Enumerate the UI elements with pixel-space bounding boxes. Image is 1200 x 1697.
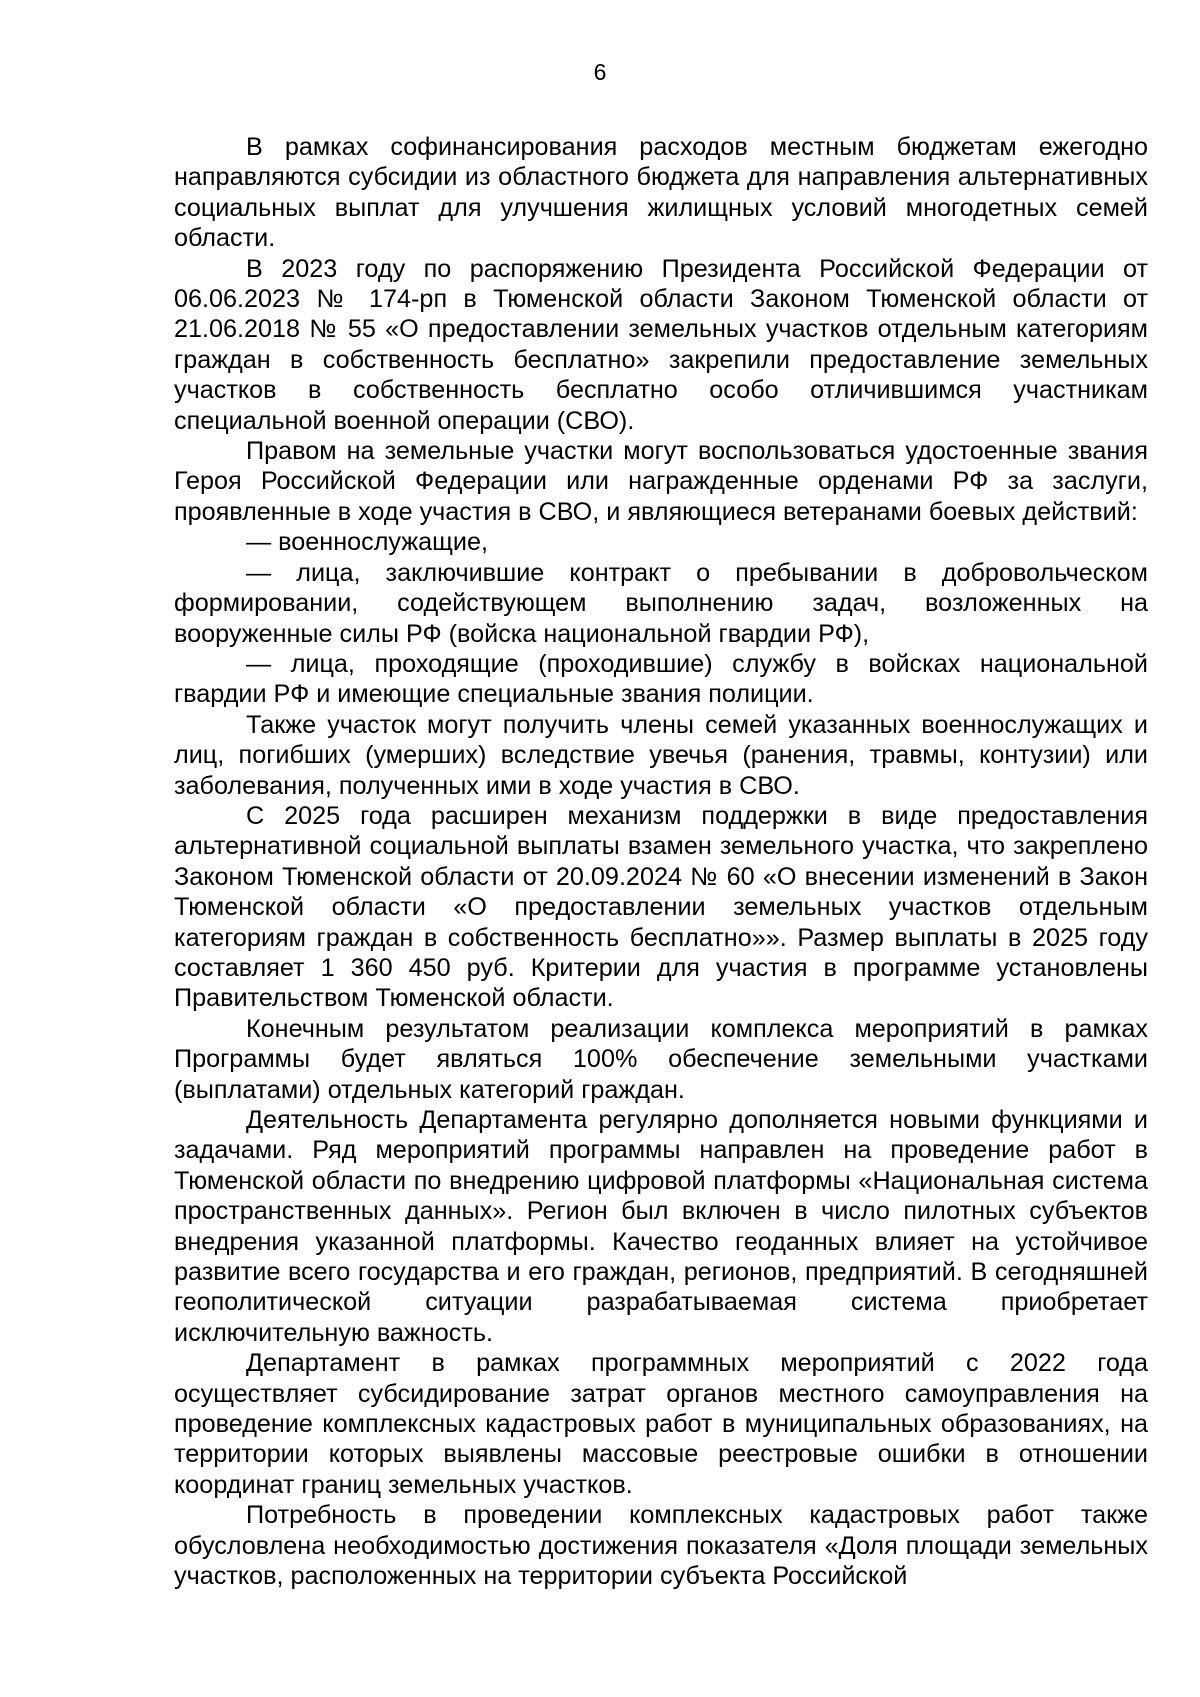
document-body [174, 132, 1148, 1592]
list-item: — лица, проходящие (проходившие) службу в войсках национальной гвардии РФ и имеющие специальные звания полиции. [174, 649, 1148, 709]
paragraph: Деятельность Департамента регулярно дополняется новыми функциями и задачами. Ряд мероприятий программы направлен на проведение работ в Тюменской области по внедрению цифровой платформы «Национальная система пространственных данных». Регион был включен в число пилотных субъектов внедрения указанной платформы. Качество геоданных влияет на устойчивое развитие всего государства и его граждан, регионов, предприятий. В сегодняшней геополитической ситуации разрабатываемая система приобретает исключительную важность. [174, 1106, 1148, 1347]
paragraph: Потребность в проведении комплексных кадастровых работ также обусловлена необходимостью достижения показателя «Доля площади земельных участков, расположенных на территории субъекта Российской [174, 1501, 1148, 1591]
paragraph: В 2023 году по распоряжению Президента Российской Федерации от 06.06.2023 № 174-рп в Тюменской области Законом Тюменской области от 21.06.2018 № 55 «О предоставлении земельных участков отдельным категориям граждан в собственность бесплатно» закрепили предоставление земельных участков в собственность бесплатно особо отличившимся участникам специальной военной операции (СВО). [174, 254, 1148, 435]
paragraph: С 2025 года расширен механизм поддержки в виде предоставления альтернативной социальной выплаты взамен земельного участка, что закреплено Законом Тюменской области от 20.09.2024 № 60 «О внесении изменений в Закон Тюменской области «О предоставлении земельных участков отдельным категориям граждан в собственность бесплатно»». Размер выплаты в 2025 году составляет 1 360 450 руб. Критерии для участия в программе установлены Правительством Тюменской области. [174, 801, 1148, 1013]
list-item: — лица, заключившие контракт о пребывании в добровольческом формировании, содействующем выполнению задач, возложенных на вооруженные силы РФ (войска национальной гвардии РФ), [174, 558, 1148, 648]
paragraph: В рамках софинансирования расходов местным бюджетам ежегодно направляются субсидии из областного бюджета для направления альтернативных социальных выплат для улучшения жилищных условий многодетных семей области. [174, 133, 1148, 253]
list-item: — военнослужащие, [246, 528, 488, 557]
paragraph: Конечным результатом реализации комплекса мероприятий в рамках Программы будет являться 100% обеспечение земельными участками (выплатами) отдельных категорий граждан. [174, 1014, 1148, 1104]
page-number: 6 [593, 59, 607, 85]
paragraph: Также участок могут получить члены семей указанных военнослужащих и лиц, погибших (умерших) вследствие увечья (ранения, травмы, контузии) или заболевания, полученных ими в ходе участия в СВО. [174, 710, 1148, 800]
paragraph: Правом на земельные участки могут воспользоваться удостоенные звания Героя Российской Федерации или награжденные орденами РФ за заслуги, проявленные в ходе участия в СВО, и являющиеся ветеранами боевых действий: [174, 437, 1148, 526]
paragraph: Департамент в рамках программных мероприятий с 2022 года осуществляет субсидирование затрат органов местного самоуправления на проведение комплексных кадастровых работ в муниципальных образованиях, на территории которых выявлены массовые реестровые ошибки в отношении координат границ земельных участков. [174, 1349, 1148, 1499]
